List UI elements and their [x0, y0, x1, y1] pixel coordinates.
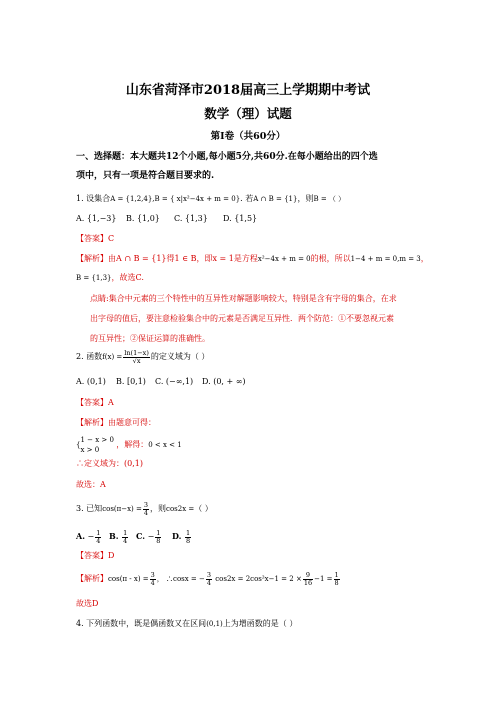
q2-analysis-label: 【解析】	[76, 418, 108, 427]
q4-stem-math: (0,1)	[206, 620, 223, 628]
q3-choice-b-den: 4	[123, 536, 128, 545]
exam-title: 山东省菏泽市2018届高三上学期期中考试	[125, 83, 371, 98]
q1-stem-b: . 若	[240, 194, 254, 203]
q4-stem-b: 上为增函数的是（ ）	[222, 619, 298, 628]
q1-answer-label: 【答案】	[76, 234, 108, 243]
q1-analysis-l1-math2: 1−4 + m = 0,m = 3	[350, 255, 421, 263]
q2-system-brace: {	[76, 441, 81, 449]
q2-den: √x	[132, 356, 141, 365]
part1-heading-line1: 一、选择题：本大题共12个小题,每小题5分,共60分.在每小题给出的四个选	[76, 152, 378, 162]
q1-analysis-l2c: C	[135, 273, 142, 282]
q3-stem-a: 3. 已知	[76, 504, 103, 513]
q3-den: 4	[143, 508, 149, 517]
q1-stem-a: 1. 设集合	[76, 194, 111, 203]
q3-choice-d-num: 1	[185, 529, 191, 537]
q2-answer-value: A	[108, 398, 114, 407]
q2-choose: 故选：A	[76, 480, 106, 489]
q3-a-frac1	[150, 572, 156, 586]
q3-choice-c-frac	[155, 530, 161, 544]
q2-choice-d: D. (0, + ∞)	[202, 377, 246, 386]
q3-choose: 故选D	[76, 599, 99, 608]
q2-solve-math: 0 < x < 1	[148, 441, 182, 449]
q3-a-d2: 4	[206, 578, 212, 587]
q2-fraction	[123, 350, 150, 364]
q2-analysis-text: 由题意可得：	[108, 418, 156, 427]
q3-a-m3: cos2x = 2cos²x−1 = 2 ×	[213, 575, 302, 583]
q2-domain-line: ∴定义域为：(0,1)	[76, 459, 143, 468]
q3-choice-d-frac	[185, 530, 191, 544]
q2-answer-label: 【答案】	[76, 398, 108, 407]
q2-sys2: x > 0	[80, 446, 100, 454]
q3-choice-c-num: 1	[156, 529, 161, 537]
q1-stem-math2: A ∩ B = {1}	[253, 195, 298, 203]
q2-stem-b: 的定义域为（ ）	[150, 352, 210, 361]
q3-a-n3: 9	[303, 572, 313, 580]
q3-choice-d-den: 8	[185, 536, 191, 545]
q1-analysis-l2b: ，故选	[111, 273, 136, 282]
q3-stem-math: cos(π−x) =	[102, 505, 142, 513]
q3-stem-b: ，则	[150, 504, 167, 513]
q2-num: ln(1−x)	[124, 349, 149, 357]
q3-a-m1: cos(π - x) =	[108, 575, 149, 583]
q3-choice-a-letter: A.	[76, 531, 85, 541]
q3-answer-label: 【答案】	[76, 551, 108, 560]
q2-system	[76, 435, 182, 455]
q3-choice-c	[136, 530, 162, 544]
q1-analysis-l1a: 由A ∩ B = {1}得1 ∈ B，即x = 1是方程	[108, 254, 258, 263]
q3-a-d4: 8	[334, 578, 339, 587]
q2-choice-c: C. (−∞,1)	[155, 377, 194, 386]
q2-choice-b: B. [0,1)	[116, 377, 146, 386]
q3-choice-a-sign: −	[87, 532, 95, 541]
exam-subtitle: 数学（理）试题	[204, 106, 292, 121]
q3-a-n1: 3	[150, 571, 155, 579]
q3-stem-math2: cos2x =	[166, 505, 195, 513]
q1-stem-math: A = {1,2,4},B = { x|x²−4x + m = 0}	[110, 195, 241, 203]
q2-fx: f(x) =	[102, 353, 123, 361]
q3-stem-c: （ ）	[194, 504, 213, 513]
section-heading: 第Ⅰ卷（共60分）	[210, 131, 286, 142]
q3-choice-b-num: 1	[123, 529, 128, 537]
q1-analysis-line1	[76, 255, 429, 263]
q1-note-line1: 点睛:集合中元素的三个特性中的互异性对解题影响较大，特别是含有字母的集合，在求	[90, 294, 397, 303]
q1-stem-c: ，则	[297, 194, 314, 203]
q3-choice-a-frac	[95, 530, 101, 544]
q1-analysis-l1b: 的根，所以	[310, 254, 351, 263]
q1-analysis-l1c: ，	[420, 254, 429, 263]
q3-choice-d-letter: D.	[172, 531, 182, 541]
q1-analysis-line2	[76, 274, 144, 282]
q3-analysis	[76, 572, 341, 586]
q3-choice-b-letter: B.	[109, 531, 119, 541]
part1-heading-line2: 项中，只有一项是符合题目要求的.	[76, 171, 215, 181]
q3-choice-a-den: 4	[96, 536, 101, 545]
q2-stem-a: 2. 函数	[76, 352, 103, 361]
q4-stem	[76, 620, 297, 628]
q2-stem	[76, 350, 209, 364]
q3-num: 3	[143, 501, 149, 509]
q3-a-d1: 4	[150, 578, 155, 587]
q1-choice-d: D. {1,5}	[223, 214, 258, 223]
q1-stem-math3: B = （ ）	[313, 195, 346, 203]
q3-choice-d	[172, 530, 192, 544]
q1-choice-c: C. {1,3}	[174, 214, 208, 223]
q1-analysis-label: 【解析】	[76, 254, 108, 263]
q3-a-frac2	[206, 572, 212, 586]
q1-analysis-l1-math: x²−4x + m = 0	[257, 255, 311, 263]
q3-a-frac4	[334, 572, 340, 586]
q1-choice-a: A. {1,−3}	[76, 214, 117, 223]
q3-a-d3: 16	[303, 578, 313, 587]
q3-a-n4: 1	[334, 571, 339, 579]
q3-answer	[76, 552, 114, 560]
q3-choice-c-den: 8	[156, 536, 161, 545]
q3-analysis-label: 【解析】	[76, 574, 108, 583]
q1-note-line3: 的互异性；②保证运算的准确性。	[90, 334, 210, 343]
q3-choice-b-frac	[122, 530, 128, 544]
q3-choice-b	[109, 530, 129, 544]
q3-a-frac3	[303, 572, 313, 586]
q1-answer	[76, 235, 114, 243]
q1-answer-value: C	[108, 234, 115, 243]
q3-a-m4: −1 =	[314, 575, 333, 583]
q2-answer	[76, 399, 114, 407]
q3-fraction	[143, 502, 149, 516]
q1-choice-b: B. {1,0}	[126, 214, 160, 223]
q3-choice-c-letter: C.	[136, 531, 146, 541]
q3-stem	[76, 502, 213, 516]
q1-analysis-l2d: .	[141, 273, 144, 282]
q3-a-n2: 3	[206, 571, 212, 579]
q3-a-m2: ， ∴cosx = −	[156, 575, 205, 583]
q3-choice-c-sign: −	[147, 532, 155, 541]
q3-answer-value: D	[108, 551, 115, 560]
q1-stem	[76, 195, 345, 203]
q4-stem-a: 4. 下列函数中，既是偶函数又在区间	[76, 619, 207, 628]
q3-choice-a	[76, 530, 102, 544]
q2-sys1: 1 − x > 0	[80, 436, 114, 444]
q2-analysis	[76, 419, 156, 427]
q2-choice-a: A. (0,1)	[76, 377, 106, 386]
q1-analysis-l2-math: B = {1,3}	[76, 274, 112, 282]
q2-solve: ，解得：	[116, 440, 149, 449]
q3-choice-a-num: 1	[96, 529, 101, 537]
q1-note-line2: 出字母的值后，要注意检验集合中的元素是否满足互异性．两个防范：①不要忽视元素	[90, 314, 394, 323]
